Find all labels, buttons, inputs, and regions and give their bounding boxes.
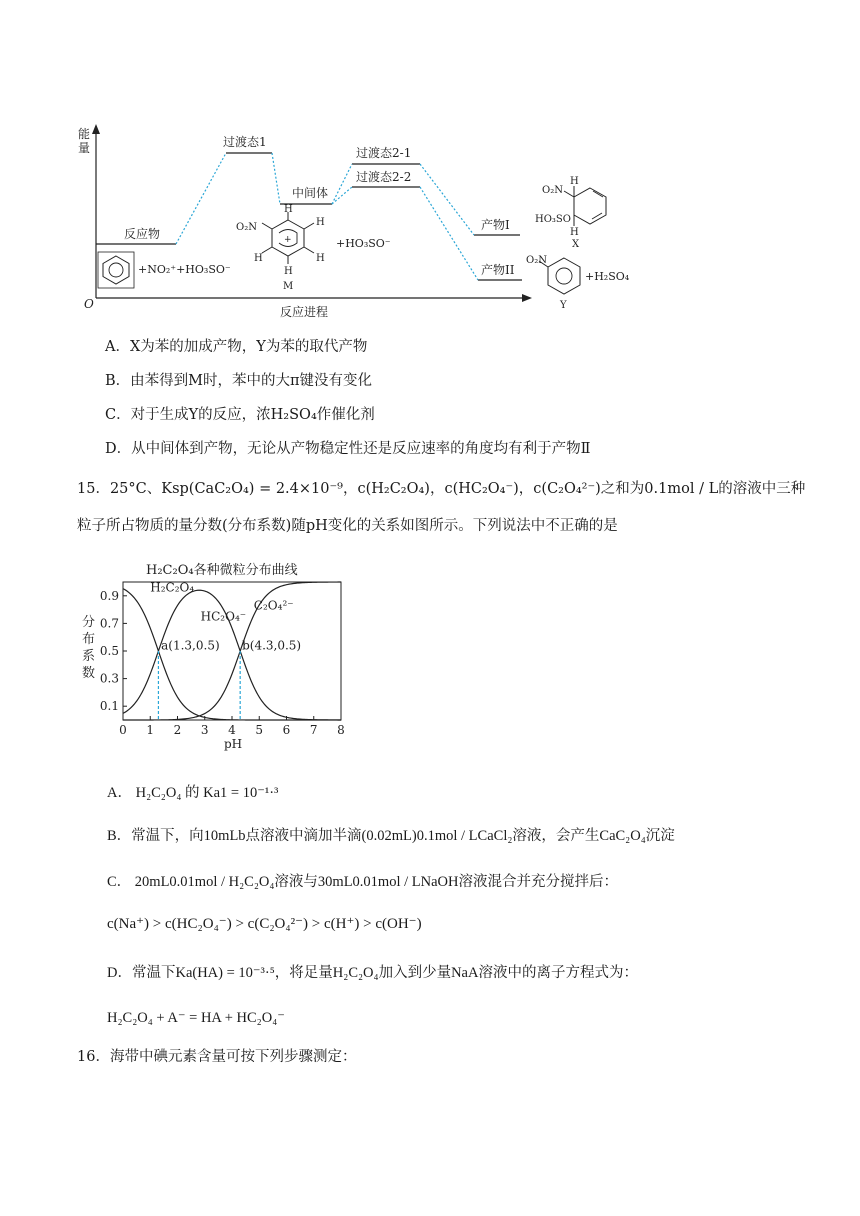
label-reactant: 反应物 bbox=[124, 227, 161, 241]
chart-ylabel-char-1: 分 bbox=[82, 615, 96, 630]
x-tick-label-1: 1 bbox=[146, 723, 155, 737]
label-intermediate: 中间体 bbox=[292, 186, 329, 200]
label-ts2-2: 过渡态2-2 bbox=[356, 170, 412, 184]
q14-option-c: C．对于生成Y的反应，浓H₂SO₄作催化剂 bbox=[105, 407, 375, 423]
y-no2: O₂N bbox=[526, 255, 547, 266]
q15-option-c-expression: c(Na⁺) > c(HC₂O₄⁻) > c(C₂O₄²⁻) > c(H⁺) > c(OH⁻) bbox=[107, 916, 422, 932]
m-label: M bbox=[283, 281, 294, 292]
x-tick-label-4: 4 bbox=[228, 723, 236, 737]
chart-ylabel-char-3: 系 bbox=[82, 649, 96, 664]
x-label: X bbox=[572, 239, 580, 250]
x-tick-label-0: 0 bbox=[119, 723, 127, 737]
q14-option-b: B．由苯得到M时，苯中的大π键没有变化 bbox=[105, 373, 373, 389]
m-h-bottom: H bbox=[284, 266, 293, 277]
x-tick-label-5: 5 bbox=[255, 723, 264, 737]
label-product1: 产物I bbox=[481, 218, 510, 232]
x-tick-label-7: 7 bbox=[309, 723, 318, 737]
label-ts2-1: 过渡态2-1 bbox=[356, 146, 412, 160]
q15-option-d-expression: H₂C₂O₄ + A⁻ = HA + HC₂O₄⁻ bbox=[107, 1010, 285, 1026]
annotation-label-1: b(4.3,0.5) bbox=[242, 638, 302, 653]
y-tick-label-2: 0.5 bbox=[99, 644, 119, 658]
m-no2: O₂N bbox=[236, 222, 257, 233]
series-line-2 bbox=[123, 582, 341, 720]
y-tick-label-1: 0.3 bbox=[99, 671, 119, 686]
q15-stem-line1: 15．25°C、Ksp(CaC₂O₄) = 2.4×10⁻⁹，c(H₂C₂O₄)，c(HC₂O₄⁻)，c(C₂O₄²⁻)之和为0.1mol / L的溶液中三种 bbox=[77, 481, 806, 497]
x-h-bottom: H bbox=[570, 227, 579, 238]
q15-stem-line2: 粒子所占物质的量分数(分布系数)随pH变化的关系如图所示。下列说法中不正确的是 bbox=[77, 518, 618, 534]
annotation-label-0: a(1.3,0.5) bbox=[161, 638, 220, 653]
m-h-left-bottom: H bbox=[254, 253, 263, 264]
benzene-ring bbox=[98, 252, 134, 288]
q14-option-d: D．从中间体到产物，无论从产物稳定性还是反应速率的角度均有利于产物Ⅱ bbox=[105, 441, 591, 457]
m-side-formula: +HO₃SO⁻ bbox=[336, 237, 391, 250]
x-tick-label-3: 3 bbox=[200, 723, 209, 737]
chart-plot-frame bbox=[123, 582, 341, 720]
distribution-chart bbox=[76, 552, 366, 752]
q15-option-a: A． H₂C₂O₄ 的 Ka1 = 10⁻¹·³ bbox=[107, 785, 279, 801]
chart-ylabel-char-4: 数 bbox=[82, 666, 96, 681]
y-tick-label-4: 0.9 bbox=[99, 588, 119, 603]
reactant-formula: +NO₂⁺+HO₃SO⁻ bbox=[138, 263, 231, 276]
x-so-group: HO₃SO bbox=[535, 214, 571, 225]
series-label-0: H₂C₂O₄ bbox=[150, 580, 195, 595]
chart-ylabel-char-2: 布 bbox=[82, 632, 96, 647]
x-tick-label-8: 8 bbox=[337, 723, 345, 737]
series-label-1: HC₂O₄⁻ bbox=[200, 609, 247, 624]
y-tick-label-0: 0.1 bbox=[99, 699, 119, 714]
origin-label: O bbox=[84, 297, 94, 311]
q15-option-d: D．常温下Ka(HA) = 10⁻³·⁵，将足量H₂C₂O₄加入到少量NaA溶液中的离子方程式为： bbox=[107, 965, 638, 981]
q14-option-a: A．X为苯的加成产物，Y为苯的取代产物 bbox=[105, 339, 368, 355]
q16-stem: 16．海带中碘元素含量可按下列步骤测定： bbox=[77, 1049, 357, 1065]
y-label: Y bbox=[560, 300, 567, 311]
chart-xlabel: pH bbox=[224, 737, 243, 751]
chart-title: H₂C₂O₄各种微粒分布曲线 bbox=[146, 563, 298, 578]
series-label-2: C₂O₄²⁻ bbox=[253, 598, 294, 613]
series-line-0 bbox=[123, 589, 341, 720]
q15-option-c: C． 20mL0.01mol / H₂C₂O₄溶液与30mL0.01mol / LNaOH溶液混合并充分搅拌后： bbox=[107, 874, 618, 890]
y-tick-label-3: 0.7 bbox=[99, 616, 119, 631]
m-h-right-bottom: H bbox=[316, 253, 325, 264]
x-tick-label-6: 6 bbox=[282, 723, 291, 737]
energy-axis-label-2: 量 bbox=[78, 141, 91, 155]
q15-option-b: B．常温下，向10mLb点溶液中滴加半滴(0.02mL)0.1mol / LCaCl₂溶液，会产生CaC₂O₄沉淀 bbox=[107, 828, 675, 844]
x-no2: O₂N bbox=[542, 185, 563, 196]
y-side-formula: +H₂SO₄ bbox=[585, 270, 630, 283]
x-h-top: H bbox=[570, 176, 579, 187]
x-tick-label-2: 2 bbox=[173, 723, 182, 737]
label-product2: 产物II bbox=[481, 263, 515, 277]
energy-diagram bbox=[70, 120, 670, 320]
m-plus-sign: + bbox=[284, 235, 292, 245]
reaction-progress-label: 反应进程 bbox=[280, 305, 329, 319]
m-h-right-top: H bbox=[316, 217, 325, 228]
energy-axis-label-1: 能 bbox=[78, 127, 91, 141]
m-h-top: H bbox=[284, 204, 293, 215]
label-ts1: 过渡态1 bbox=[223, 135, 267, 149]
